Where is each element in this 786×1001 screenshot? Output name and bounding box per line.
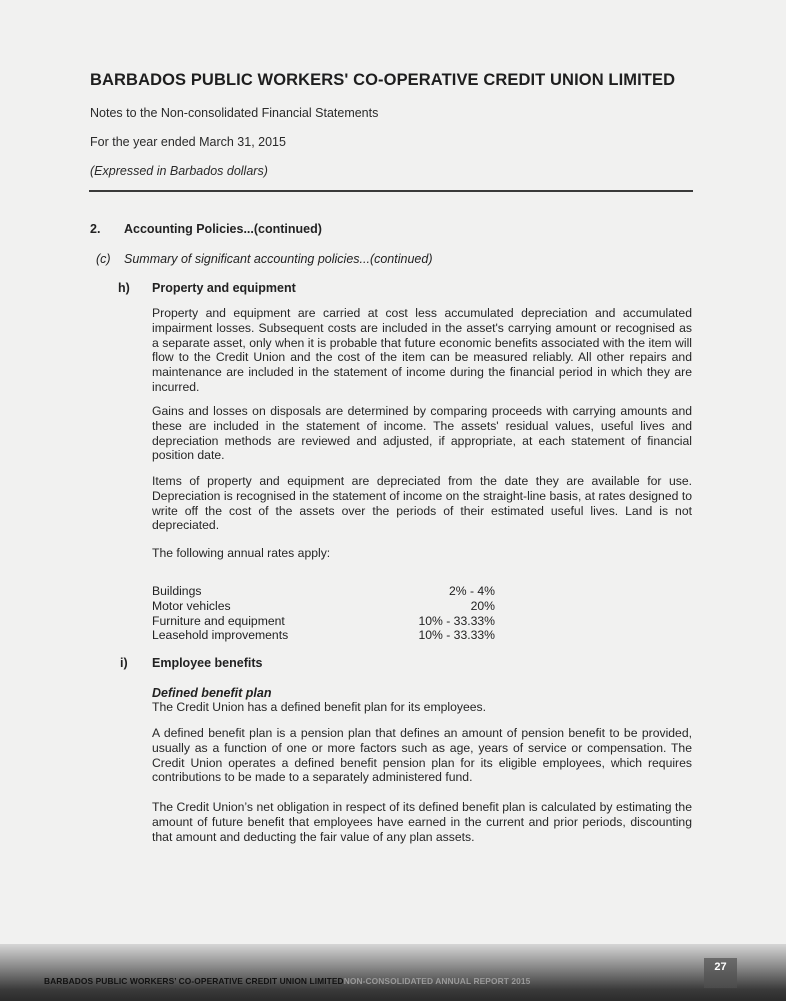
organization-title: BARBADOS PUBLIC WORKERS' CO-OPERATIVE CREDIT UNION LIMITED: [90, 71, 676, 89]
subsection-title: Summary of significant accounting policies...(continued): [124, 252, 433, 266]
rate-value: 10% - 33.33%: [418, 613, 495, 628]
subsection-mark: (c): [96, 252, 111, 266]
paragraph-disposals: Gains and losses on disposals are determined by comparing proceeds with carrying amounts and these are included in the statement of income. The assets' residual values, useful lives and depreciation methods are reviewed and adjusted, if appropriate, at each statement of financial position date.: [152, 404, 692, 463]
item-i-title: Employee benefits: [152, 656, 263, 670]
paragraph-property-cost: Property and equipment are carried at cost less accumulated depreciation and accumulated impairment losses. Subsequent costs are included in the asset's carrying amount or recognised as a separate asset, only when it is probable that future economic benefits associated with the item will flow to the Credit Union and the cost of the item can be measured reliably. All other repairs and maintenance are included in the statement of income during the financial period in which they are incurred.: [152, 306, 692, 394]
footer-report-title: NON-CONSOLIDATED ANNUAL REPORT 2015: [343, 976, 531, 986]
footer-organization: BARBADOS PUBLIC WORKERS’ CO-OPERATIVE CREDIT UNION LIMITED: [44, 976, 344, 986]
defined-benefit-heading: Defined benefit plan: [152, 686, 272, 700]
rate-row: [152, 599, 495, 614]
paragraph-rates-intro: The following annual rates apply:: [152, 546, 331, 560]
rate-row: [152, 584, 495, 599]
paragraph-plan-intro: The Credit Union has a defined benefit plan for its employees.: [152, 700, 486, 714]
item-h-letter: h): [118, 281, 130, 295]
paragraph-net-obligation: The Credit Union’s net obligation in respect of its defined benefit plan is calculated by estimating the amount of future benefit that employees have earned in the current and prior periods, discounting that amount and deducting the fair value of any plan assets.: [152, 800, 692, 844]
depreciation-rates-table: [152, 584, 495, 643]
rate-asset: Motor vehicles: [152, 598, 231, 613]
rate-asset: Leasehold improvements: [152, 628, 289, 643]
rate-asset: Furniture and equipment: [152, 613, 285, 628]
rate-row: [152, 614, 495, 629]
page-number: 27: [704, 958, 737, 988]
currency-note: (Expressed in Barbados dollars): [90, 164, 268, 178]
paragraph-depreciation: Items of property and equipment are depreciated from the date they are available for use. Depreciation is recognised in the statement of income on the straight-line basis, at rates designed to write off the cost of the assets over the periods of their estimated useful lives. Land is not depreciated.: [152, 474, 692, 533]
rate-value: 20%: [470, 598, 495, 613]
notes-title: Notes to the Non-consolidated Financial Statements: [90, 106, 379, 120]
rate-row: [152, 628, 495, 643]
rate-value: 2% - 4%: [448, 584, 495, 598]
item-i-letter: i): [120, 656, 128, 670]
footer-band: [0, 944, 786, 1001]
item-h-title: Property and equipment: [152, 281, 296, 295]
header-divider: [89, 190, 693, 192]
period-text: For the year ended March 31, 2015: [90, 135, 286, 149]
paragraph-plan-definition: A defined benefit plan is a pension plan that defines an amount of pension benefit to be provided, usually as a function of one or more factors such as age, years of service or compensation. The Credit Union operates a defined benefit pension plan for its eligible employees, which requires contributions to be made to a separately administered fund.: [152, 726, 692, 785]
rate-value: 10% - 33.33%: [418, 628, 495, 643]
section-number: 2.: [90, 222, 101, 236]
rate-asset: Buildings: [152, 584, 202, 598]
footer-text: [44, 976, 530, 986]
section-title: Accounting Policies...(continued): [124, 222, 322, 236]
